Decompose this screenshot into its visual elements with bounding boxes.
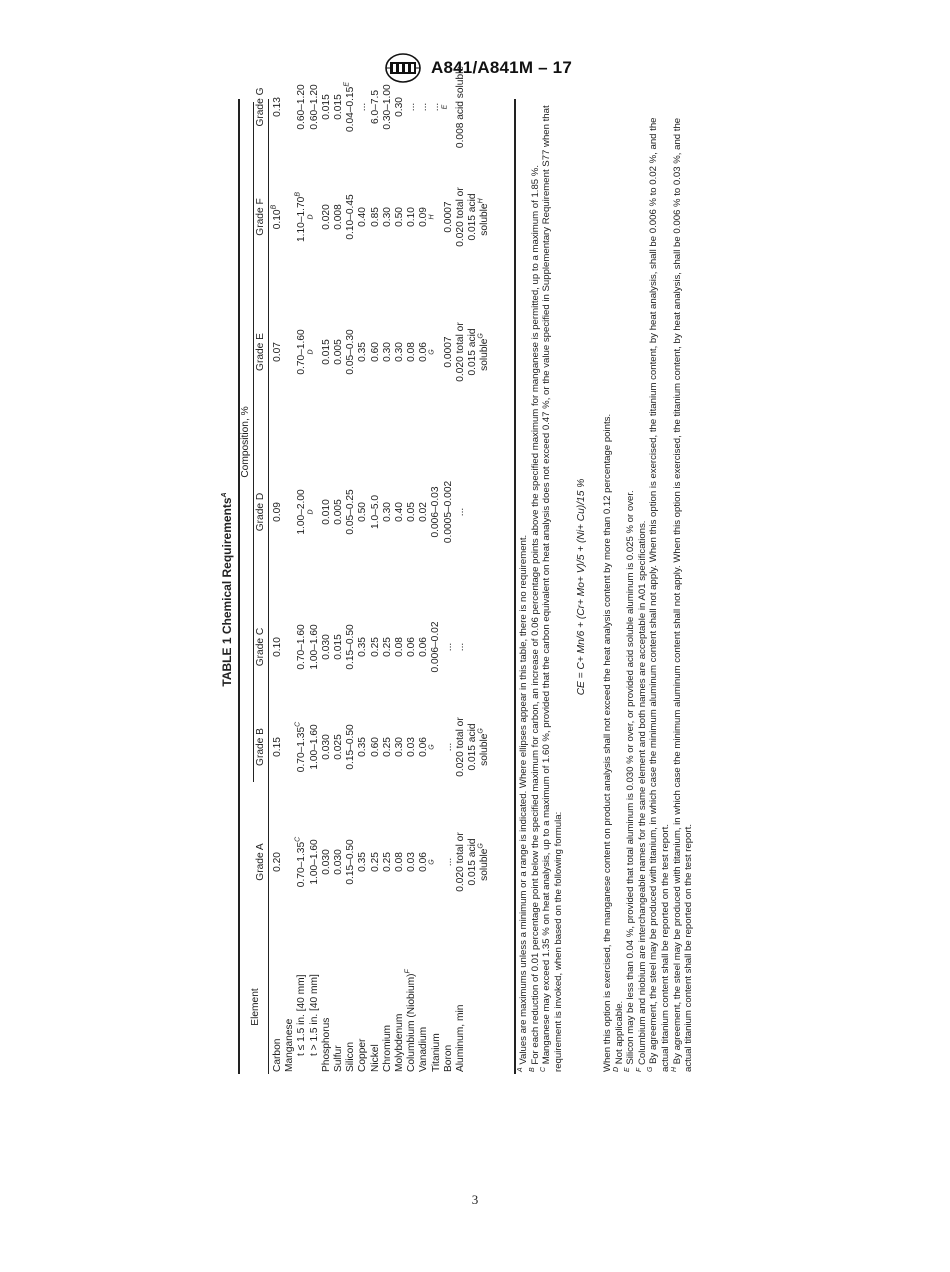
table-cell: [284, 297, 296, 407]
element-label: Boron: [442, 1044, 454, 1072]
element-label: Silicon: [345, 1041, 357, 1072]
table-cell: D: [307, 509, 315, 515]
table-cell: 0.015 acid: [467, 838, 478, 886]
table-cell: 0.15–0.50: [345, 724, 357, 770]
table-cell: G: [429, 349, 437, 355]
table-cell: 0.020: [320, 204, 332, 230]
table-cell: [284, 457, 296, 567]
table-cell: 0.0005–0.002: [442, 480, 454, 544]
table-title: TABLE 1 Chemical Requirements$^A$: [220, 492, 234, 687]
footnotes: [518, 102, 695, 1072]
table-cell: soluble$^G$: [477, 728, 491, 766]
table-cell: 1.00–1.60: [308, 839, 320, 885]
table-cell: 0.030: [320, 734, 332, 760]
table-cell: 0.015: [320, 94, 332, 120]
table-cell: 0.08: [393, 852, 405, 872]
grade-header: Grade F: [255, 198, 266, 236]
footnote: $^D$ Not applicable.: [612, 1000, 625, 1072]
table-cell: 0.06: [406, 637, 418, 657]
table-cell: 0.08: [393, 637, 405, 657]
table-cell: $0.10^B$: [270, 204, 283, 230]
footnote: When this option is exercised, the manganese content on product analysis shall not exceed the heat analysis content by more than 0.12 percentage points.: [601, 413, 613, 1072]
table-cell: 0.35: [357, 852, 369, 872]
table-cell: $1.10-1.70^B$: [294, 192, 308, 242]
table-cell: 0.70–1.60: [296, 624, 308, 670]
table-cell: 0.50: [357, 502, 369, 522]
table-cell: 0.006–0.03: [430, 486, 442, 538]
table-cell: 0.008: [332, 204, 344, 230]
header-bottom-rule: [268, 99, 269, 1074]
carbon-equivalent-formula: CE = C+ Mn/6 + (Cr+ Mo+ V)/5 + (Ni+ Cu)/15 %: [576, 478, 588, 696]
table-cell: 0.030: [332, 849, 344, 875]
table-cell: 0.03: [406, 852, 418, 872]
table-cell: 0.015 acid: [467, 193, 478, 241]
footnote: $^E$ Silicon may be less than 0.04 %, provided that total aluminum is 0.030 % or over, or provided acid soluble aluminum is 0.025 % or over.: [623, 490, 637, 1072]
grade-column: [272, 457, 467, 567]
table-cell: 0.60: [369, 342, 381, 362]
table-cell: 0.010: [320, 499, 332, 525]
table-cell: ...: [406, 102, 418, 112]
table-cell: 0.05–0.30: [345, 329, 357, 375]
grade-column: [272, 692, 491, 802]
footnote: $^F$ Columbium and niobium are interchangeable names for the same element and both names are acceptable in A01 specifications.: [635, 520, 648, 1072]
element-label: Molybdenum: [394, 1013, 405, 1072]
table-cell: 0.30: [393, 342, 405, 362]
table-cell: 0.40: [357, 207, 369, 227]
table-cell: 0.05–0.25: [345, 489, 357, 535]
table-cell: 1.00–1.60: [308, 624, 320, 670]
table-cell: 1.0–5.0: [369, 495, 381, 529]
table-cell: 0.35: [357, 737, 369, 757]
footnote: $^H$ By agreement, the steel may be produced with titanium, in which case the minimum aluminum content shall not apply. When this option is exercised, the titanium content, by heat analysis, shall be 0.006 % to 0.03 %, and the actual titanium content shall be reported on the test report.: [670, 117, 695, 1072]
element-label: Nickel: [369, 1044, 381, 1072]
table-cell: 0.40: [393, 502, 405, 522]
grade-column: [272, 297, 491, 407]
element-label: t ≤ 1.5 in. [40 mm]: [296, 974, 308, 1056]
table-cell: 1.00–2.00: [296, 489, 308, 535]
table-cell: 0.06: [418, 637, 430, 657]
table-cell: 0.10–0.45: [345, 194, 357, 240]
table-cell: 0.0007: [442, 201, 454, 233]
table-cell: 0.08: [406, 342, 418, 362]
element-label: Vanadium: [418, 1026, 430, 1072]
table-cell: soluble$^H$: [477, 198, 491, 236]
table-cell: 0.020 total or: [454, 832, 466, 892]
table-cell: 0.70–1.60: [296, 329, 308, 375]
table-cell: 0.10: [406, 207, 418, 227]
table-cell: [284, 692, 296, 802]
table-cell: 0.25: [381, 737, 393, 757]
table-cell: 0.25: [381, 637, 393, 657]
table-cell: G: [429, 744, 437, 750]
table-cell: 0.020 total or: [454, 717, 466, 777]
table-bottom-rule: [514, 99, 516, 1074]
table-cell: 0.25: [369, 852, 381, 872]
table-cell: 0.20: [272, 852, 283, 872]
composition-header: Composition, %: [240, 406, 251, 478]
footnote: $^G$ By agreement, the steel may be produced with titanium, in which case the minimum aluminum content shall not apply. When this option is exercised, the titanium content, by heat analysis, shall be 0.006 % to 0.02 %, and the actual titanium content shall be reported on the test report.: [647, 117, 671, 1072]
grade-header: Grade D: [255, 492, 266, 532]
footnote: $^C$ Manganese may exceed 1.35 % on heat analysis, up to a maximum of 1.60 %, provided that the carbon equivalent on heat analysis does not exceed 0.47 %, or the value specified in Supplementary Requirement S77 when that requirement is invoked, when based on the following formula:: [540, 105, 564, 1072]
table-cell: 0.30: [381, 207, 393, 227]
table-cell: 0.015 acid: [467, 328, 478, 376]
table-cell: 0.10: [272, 637, 283, 657]
element-label: Carbon: [272, 1038, 283, 1072]
table-cell: 0.020 total or: [454, 187, 466, 247]
table-cell: ...: [442, 742, 454, 752]
table-cell: 0.25: [381, 852, 393, 872]
table-cell: D: [307, 214, 315, 220]
table-cell: 0.30–1.00: [381, 84, 393, 130]
element-label: Columbium (Niobium)$^F$: [404, 969, 418, 1072]
table-cell: 0.006–0.02: [430, 621, 442, 673]
table-cell: 6.0–7.5: [369, 90, 381, 124]
table-cell: ...: [418, 102, 430, 112]
table-cell: 0.06: [418, 737, 430, 757]
document-designation: A841/A841M – 17: [431, 58, 572, 77]
table-cell: [284, 592, 296, 702]
table-cell: ...: [454, 507, 466, 517]
table-cell: 0.60–1.20: [308, 84, 320, 130]
table-cell: 0.13: [272, 97, 283, 117]
table-cell: 0.35: [357, 342, 369, 362]
grade-header: Grade B: [255, 728, 266, 766]
element-label: Chromium: [381, 1025, 393, 1072]
table-cell: E: [441, 104, 449, 110]
table-cell: ...: [442, 642, 454, 652]
footnote: $^B$ For each reduction of 0.01 percentage point below the specified maximum for carbon, an increase of 0.06 percentage points above the specified maximum for manganese is permitted, up to a maximum of 1.85 %.: [528, 165, 541, 1072]
element-label: t > 1.5 in. [40 mm]: [308, 974, 320, 1056]
table-cell: 0.030: [320, 634, 332, 660]
table-cell: 0.15: [272, 737, 283, 757]
table-cell: 0.02: [418, 502, 430, 522]
table-cell: 0.85: [369, 207, 381, 227]
table-cell: ...: [357, 102, 369, 112]
table-cell: 0.03: [406, 737, 418, 757]
table-cell: 0.30: [381, 342, 393, 362]
table-cell: 0.09: [272, 502, 283, 522]
table-cell: [284, 807, 296, 917]
table-cell: 0.06: [418, 852, 430, 872]
table-cell: 0.60: [369, 737, 381, 757]
table-cell: 0.09: [418, 207, 430, 227]
table-cell: 0.25: [369, 637, 381, 657]
grade-column: [272, 592, 467, 702]
element-label: Phosphorus: [320, 1017, 332, 1072]
table-cell: ...: [430, 102, 442, 112]
table-cell: 0.06: [418, 342, 430, 362]
table-cell: 0.005: [332, 499, 344, 525]
element-label: Sulfur: [333, 1045, 344, 1072]
table-cell: $0.04-0.15^E$: [343, 82, 357, 132]
page-number: 3: [471, 1192, 479, 1207]
table-cell: 0.30: [393, 97, 405, 117]
table-cell: 0.015: [332, 94, 344, 120]
table-cell: 0.60–1.20: [296, 84, 308, 130]
table-cell: 0.35: [357, 637, 369, 657]
grade-header: Grade A: [255, 843, 266, 881]
element-header: Element: [250, 988, 261, 1026]
table-cell: 0.15–0.50: [345, 624, 357, 670]
table-cell: 0.07: [272, 342, 283, 362]
composition-rule: [253, 102, 254, 782]
table-cell: [284, 162, 296, 272]
table-cell: 0.30: [393, 737, 405, 757]
table-cell: $0.70-1.35^C$: [294, 721, 308, 773]
grade-column: [272, 162, 491, 272]
grade-header: Grade E: [255, 333, 266, 371]
table-cell: 0.005: [332, 339, 344, 365]
table-cell: 0.020 total or: [454, 322, 466, 382]
element-label: Manganese: [284, 1018, 296, 1072]
footnote: $^A$ Values are maximums unless a minimum or a range is indicated. Where ellipses appear in this table, there is no requirement.: [516, 534, 529, 1072]
table-cell: 0.05: [406, 502, 418, 522]
table-cell: 0.0007: [442, 336, 454, 368]
table-cell: 0.30: [381, 502, 393, 522]
table-cell: 0.015 acid: [467, 723, 478, 771]
table-cell: 1.00–1.60: [308, 724, 320, 770]
table-cell: 0.030: [320, 849, 332, 875]
element-label: Aluminum, min: [455, 1004, 466, 1072]
table-cell: 0.015: [320, 339, 332, 365]
table-cell: 0.15–0.50: [345, 839, 357, 885]
grade-column: [272, 807, 491, 917]
table-cell: [284, 52, 296, 162]
table-cell: G: [429, 859, 437, 865]
table-cell: 0.025: [332, 734, 344, 760]
table-cell: D: [307, 349, 315, 355]
table-cell: 0.015: [332, 634, 344, 660]
table-cell: soluble$^G$: [477, 333, 491, 371]
element-label: Titanium: [430, 1033, 442, 1072]
table-cell: soluble$^G$: [477, 843, 491, 881]
table-cell: $0.70-1.35^C$: [294, 836, 308, 888]
element-label: Copper: [357, 1038, 369, 1072]
table-cell: ...: [442, 857, 454, 867]
grade-column: [272, 52, 467, 162]
grade-header: Grade G: [255, 87, 266, 127]
table-cell: H: [429, 214, 437, 220]
table-cell: ...: [454, 642, 466, 652]
table-cell: 0.50: [393, 207, 405, 227]
table-cell: 0.008 acid soluble: [454, 65, 466, 149]
grade-header: Grade C: [255, 627, 266, 667]
